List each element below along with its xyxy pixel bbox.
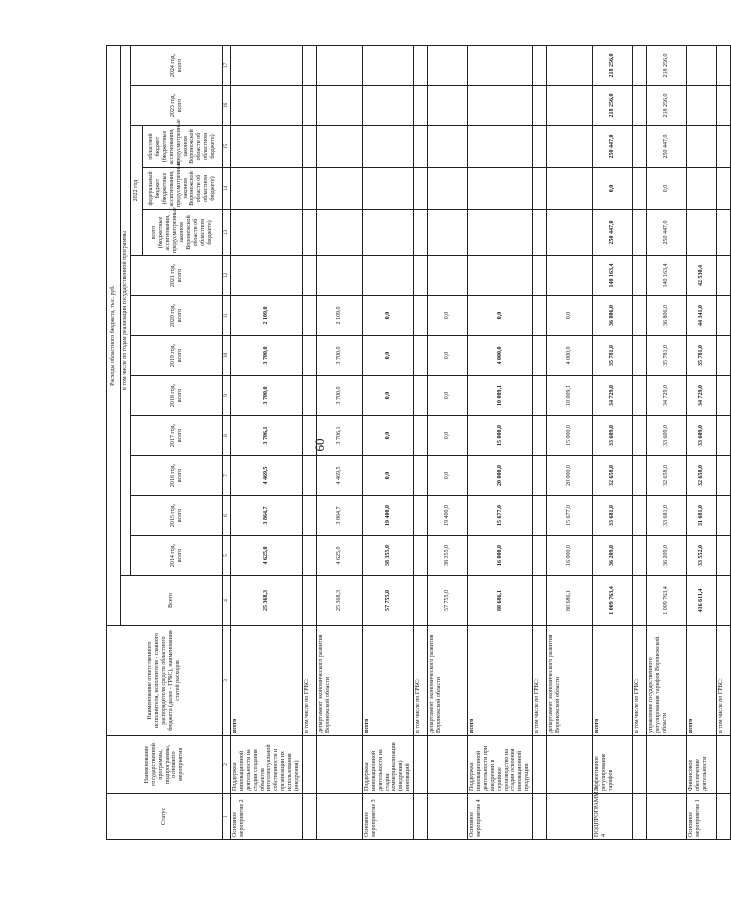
row-status-cell	[647, 794, 687, 840]
row-program-name-cell: Поддержка инновационной деятельности при внедрении в серийное производство на стадии освоения инновационной продукции	[468, 736, 533, 794]
table-row	[414, 45, 428, 839]
row-value-cell: 16 000,0	[547, 536, 593, 576]
row-value-cell	[687, 45, 717, 85]
row-value-cell: 0,0	[362, 376, 413, 416]
row-value-cell	[414, 168, 428, 210]
row-status-cell	[428, 794, 468, 840]
row-program-name-cell: Эффективное регулирование тарифов	[593, 736, 633, 794]
row-value-cell: 250 447,0	[593, 126, 633, 168]
row-value-cell	[533, 416, 547, 456]
row-value-cell	[414, 336, 428, 376]
row-value-cell	[717, 376, 731, 416]
row-value-cell: 250 447,0	[593, 210, 633, 256]
row-value-cell	[687, 86, 717, 126]
row-value-cell	[633, 45, 647, 85]
row-value-cell	[717, 336, 731, 376]
row-value-cell	[302, 296, 316, 336]
page-number: 60	[312, 438, 327, 452]
row-program-name-cell	[533, 736, 547, 794]
row-value-cell	[533, 45, 547, 85]
row-value-cell: 15 677,0	[468, 496, 533, 536]
row-executor-cell: всего	[362, 626, 413, 736]
row-value-cell	[302, 456, 316, 496]
row-status-cell	[547, 794, 593, 840]
row-value-cell: 33 609,0	[593, 416, 633, 456]
row-executor-cell: в том числе по ГРБС:	[533, 626, 547, 736]
column-number: 10	[223, 336, 231, 376]
row-value-cell: 35 781,0	[687, 336, 717, 376]
row-executor-cell: в том числе по ГРБС:	[633, 626, 647, 736]
row-value-cell	[302, 256, 316, 296]
row-value-cell: 3 706,1	[316, 416, 362, 456]
row-value-cell: 1 009 763,4	[647, 576, 687, 626]
row-value-cell: 0,0	[428, 336, 468, 376]
column-number: 14	[223, 168, 231, 210]
row-value-cell	[428, 45, 468, 85]
row-value-cell	[547, 168, 593, 210]
row-program-name-cell	[428, 736, 468, 794]
row-value-cell	[362, 210, 413, 256]
row-value-cell	[316, 126, 362, 168]
row-value-cell: 0,0	[547, 296, 593, 336]
row-value-cell: 218 256,0	[593, 86, 633, 126]
header-2015: 2015 год, всего	[131, 496, 223, 536]
row-value-cell: 2 109,0	[231, 296, 303, 336]
row-value-cell	[717, 456, 731, 496]
row-value-cell	[231, 86, 303, 126]
row-value-cell: 20 000,0	[468, 456, 533, 496]
row-value-cell	[533, 336, 547, 376]
row-value-cell: 250 447,0	[647, 210, 687, 256]
row-value-cell: 4 469,5	[316, 456, 362, 496]
rotated-table-wrapper	[106, 53, 725, 840]
row-value-cell: 16 000,0	[468, 536, 533, 576]
row-value-cell: 33 552,0	[687, 536, 717, 576]
row-value-cell	[302, 45, 316, 85]
row-value-cell: 10 009,1	[468, 376, 533, 416]
table-row	[647, 45, 687, 839]
header-total: Всего	[121, 576, 223, 626]
row-value-cell: 33 609,0	[687, 416, 717, 456]
row-value-cell	[547, 256, 593, 296]
row-status-cell	[717, 794, 731, 840]
row-value-cell	[231, 45, 303, 85]
row-value-cell: 2 109,0	[316, 296, 362, 336]
row-value-cell: 218 256,0	[593, 45, 633, 85]
row-value-cell	[687, 126, 717, 168]
table-row	[362, 45, 413, 839]
row-status-cell: Основное мероприятие 3	[362, 794, 413, 840]
column-number: 9	[223, 376, 231, 416]
column-number: 1	[223, 794, 231, 840]
row-value-cell: 44 341,0	[687, 296, 717, 336]
row-executor-cell: всего	[687, 626, 717, 736]
row-value-cell: 0,0	[428, 416, 468, 456]
row-value-cell: 34 729,0	[593, 376, 633, 416]
header-2014: 2014 год, всего	[131, 536, 223, 576]
row-program-name-cell	[717, 736, 731, 794]
row-value-cell	[302, 536, 316, 576]
row-value-cell: 19 400,0	[362, 496, 413, 536]
row-value-cell: 25 368,3	[231, 576, 303, 626]
row-value-cell	[547, 210, 593, 256]
table-row	[231, 45, 303, 839]
row-value-cell	[533, 576, 547, 626]
row-value-cell: 36 209,0	[593, 536, 633, 576]
row-value-cell: 0,0	[593, 168, 633, 210]
row-value-cell	[302, 376, 316, 416]
row-value-cell: 33 681,0	[647, 496, 687, 536]
row-value-cell	[362, 45, 413, 85]
row-value-cell	[428, 256, 468, 296]
row-value-cell	[414, 86, 428, 126]
row-value-cell: 0,0	[428, 456, 468, 496]
row-program-name-cell: Поддержка инновационной деятельности на стадии создания объектов интеллектуальной собственности и организации их использования (внедрения)	[231, 736, 303, 794]
row-value-cell: 42 530,4	[687, 256, 717, 296]
row-value-cell	[547, 126, 593, 168]
row-value-cell	[414, 296, 428, 336]
row-value-cell	[468, 168, 533, 210]
row-value-cell	[633, 456, 647, 496]
row-value-cell	[468, 210, 533, 256]
header-2022-federal: федеральный бюджет (бюджетные ассигнования, предусмотренные законом Воронежской области об областном бюджете)	[143, 168, 223, 210]
row-value-cell	[468, 45, 533, 85]
row-value-cell	[302, 126, 316, 168]
row-value-cell	[633, 296, 647, 336]
row-value-cell	[717, 416, 731, 456]
table-row	[593, 45, 633, 839]
row-value-cell	[362, 168, 413, 210]
row-program-name-cell	[302, 736, 316, 794]
row-executor-cell: управление государственного регулирования тарифов Воронежской области	[647, 626, 687, 736]
row-program-name-cell	[414, 736, 428, 794]
row-executor-cell: в том числе по ГРБС:	[414, 626, 428, 736]
row-value-cell: 140 163,4	[647, 256, 687, 296]
row-value-cell: 25 368,3	[316, 576, 362, 626]
row-value-cell: 4 000,0	[547, 336, 593, 376]
header-executor: Наименование ответственного исполнителя, исполнителя - главного распорядителя средств областного бюджета (далее - ГРБС), наименования статей расходов	[107, 626, 223, 736]
row-value-cell	[633, 168, 647, 210]
row-value-cell: 15 000,0	[547, 416, 593, 456]
row-value-cell	[231, 210, 303, 256]
row-value-cell	[533, 210, 547, 256]
row-value-cell	[428, 210, 468, 256]
row-value-cell: 38 355,0	[428, 536, 468, 576]
row-value-cell: 0,0	[362, 416, 413, 456]
column-number: 3	[223, 626, 231, 736]
row-value-cell	[316, 45, 362, 85]
row-value-cell: 4 000,0	[468, 336, 533, 376]
row-value-cell	[428, 86, 468, 126]
row-value-cell: 3 864,7	[231, 496, 303, 536]
row-value-cell	[533, 496, 547, 536]
column-number: 2	[223, 736, 231, 794]
row-value-cell	[414, 576, 428, 626]
column-number-row	[223, 45, 231, 839]
row-value-cell	[428, 126, 468, 168]
header-2020: 2020 год, всего	[131, 296, 223, 336]
row-value-cell	[302, 416, 316, 456]
row-value-cell: 0,0	[468, 296, 533, 336]
row-value-cell	[362, 126, 413, 168]
header-2022-total: всего (бюджетные ассигнования, предусмотренные законом Воронежской области об областном бюджете)	[143, 210, 223, 256]
row-value-cell: 34 729,0	[647, 376, 687, 416]
column-number: 8	[223, 416, 231, 456]
row-value-cell	[717, 496, 731, 536]
row-value-cell	[316, 168, 362, 210]
budget-table	[106, 45, 731, 840]
row-program-name-cell	[633, 736, 647, 794]
row-value-cell	[316, 210, 362, 256]
row-value-cell	[687, 168, 717, 210]
row-value-cell: 10 009,1	[547, 376, 593, 416]
table-row	[316, 45, 362, 839]
row-value-cell	[717, 86, 731, 126]
row-value-cell	[533, 256, 547, 296]
row-value-cell: 80 686,1	[547, 576, 593, 626]
row-value-cell	[633, 126, 647, 168]
row-value-cell: 140 163,4	[593, 256, 633, 296]
header-program-name: Наименование государственной программы, подпрограммы, основного мероприятия	[107, 736, 223, 794]
row-value-cell	[717, 576, 731, 626]
row-program-name-cell: Поддержка инновационной деятельности на стадии коммерциализации (внедрения) инноваций	[362, 736, 413, 794]
row-value-cell	[302, 210, 316, 256]
column-number: 13	[223, 210, 231, 256]
row-value-cell: 0,0	[428, 296, 468, 336]
row-value-cell	[533, 296, 547, 336]
row-value-cell	[717, 126, 731, 168]
row-value-cell: 3 706,1	[231, 416, 303, 456]
row-value-cell: 250 447,0	[647, 126, 687, 168]
header-status: Статус	[107, 794, 223, 840]
row-executor-cell: в том числе по ГРБС:	[717, 626, 731, 736]
column-number: 17	[223, 45, 231, 85]
row-value-cell: 416 611,4	[687, 576, 717, 626]
row-value-cell	[302, 336, 316, 376]
table-body	[231, 45, 731, 839]
row-value-cell	[533, 456, 547, 496]
header-2022-regional: областной бюджет (бюджетные ассигнования, предусмотренные законом Воронежской области об областном бюджете)	[143, 126, 223, 168]
column-number: 12	[223, 256, 231, 296]
row-value-cell	[717, 210, 731, 256]
row-status-cell	[633, 794, 647, 840]
row-value-cell: 0,0	[362, 296, 413, 336]
row-value-cell: 3 700,0	[316, 336, 362, 376]
row-value-cell: 31 681,0	[687, 496, 717, 536]
row-value-cell: 36 806,0	[647, 296, 687, 336]
header-2024: 2024 год, всего	[131, 45, 223, 85]
row-value-cell: 3 700,0	[231, 376, 303, 416]
column-number: 6	[223, 496, 231, 536]
table-row	[468, 45, 533, 839]
row-value-cell: 0,0	[647, 168, 687, 210]
row-value-cell	[316, 86, 362, 126]
row-status-cell	[302, 794, 316, 840]
row-value-cell: 4 625,0	[316, 536, 362, 576]
row-status-cell	[533, 794, 547, 840]
row-value-cell: 19 400,0	[428, 496, 468, 536]
row-executor-cell: всего	[231, 626, 303, 736]
row-value-cell: 1 009 763,4	[593, 576, 633, 626]
row-value-cell	[302, 496, 316, 536]
row-value-cell	[533, 168, 547, 210]
row-value-cell	[533, 536, 547, 576]
row-value-cell: 35 781,0	[647, 336, 687, 376]
row-value-cell	[633, 256, 647, 296]
row-value-cell: 15 677,0	[547, 496, 593, 536]
row-value-cell: 33 681,0	[593, 496, 633, 536]
row-program-name-cell	[647, 736, 687, 794]
row-status-cell: Основное мероприятие 1	[687, 794, 717, 840]
table-row	[687, 45, 717, 839]
column-number: 15	[223, 126, 231, 168]
table-row	[717, 45, 731, 839]
row-value-cell	[717, 168, 731, 210]
row-value-cell	[533, 126, 547, 168]
row-executor-cell: всего	[468, 626, 533, 736]
row-value-cell	[633, 576, 647, 626]
column-number: 16	[223, 86, 231, 126]
table-row	[302, 45, 316, 839]
row-value-cell	[414, 496, 428, 536]
table-row	[533, 45, 547, 839]
row-executor-cell: в том числе по ГРБС:	[302, 626, 316, 736]
row-value-cell	[717, 296, 731, 336]
row-value-cell	[717, 536, 731, 576]
row-value-cell: 57 755,0	[428, 576, 468, 626]
row-value-cell	[428, 168, 468, 210]
row-value-cell: 36 806,0	[593, 296, 633, 336]
row-value-cell	[414, 45, 428, 85]
header-2023: 2023 год, всего	[131, 86, 223, 126]
row-status-cell: Основное мероприятие 4	[468, 794, 533, 840]
row-value-cell	[414, 536, 428, 576]
row-value-cell	[717, 256, 731, 296]
row-value-cell: 57 755,0	[362, 576, 413, 626]
row-value-cell: 218 256,0	[647, 86, 687, 126]
row-value-cell: 32 658,0	[593, 456, 633, 496]
row-value-cell	[414, 416, 428, 456]
row-value-cell: 15 000,0	[468, 416, 533, 456]
row-value-cell	[302, 576, 316, 626]
row-executor-cell: департамент экономического развития Воронежской области	[428, 626, 468, 736]
row-value-cell: 34 729,0	[687, 376, 717, 416]
row-executor-cell: департамент экономического развития Воронежской области	[547, 626, 593, 736]
header-2018: 2018 год, всего	[131, 376, 223, 416]
row-value-cell: 0,0	[428, 376, 468, 416]
row-status-cell	[316, 794, 362, 840]
column-number: 11	[223, 296, 231, 336]
row-value-cell: 3 700,0	[316, 376, 362, 416]
row-value-cell	[633, 336, 647, 376]
row-value-cell	[633, 536, 647, 576]
row-value-cell	[414, 376, 428, 416]
row-value-cell: 4 625,0	[231, 536, 303, 576]
row-program-name-cell	[316, 736, 362, 794]
table-row	[547, 45, 593, 839]
row-value-cell	[231, 168, 303, 210]
row-value-cell	[362, 86, 413, 126]
table-row	[633, 45, 647, 839]
row-value-cell: 35 781,0	[593, 336, 633, 376]
header-2016: 2016 год, всего	[131, 456, 223, 496]
row-value-cell	[633, 496, 647, 536]
row-value-cell	[533, 86, 547, 126]
row-status-cell: Основное мероприятие 2	[231, 794, 303, 840]
row-executor-cell: департамент экономического развития Воронежской области	[316, 626, 362, 736]
row-value-cell: 80 686,1	[468, 576, 533, 626]
row-value-cell	[362, 256, 413, 296]
row-program-name-cell: Финансовое обеспечение деятельности	[687, 736, 717, 794]
row-value-cell: 20 000,0	[547, 456, 593, 496]
row-value-cell	[414, 126, 428, 168]
row-value-cell	[633, 376, 647, 416]
column-number: 4	[223, 576, 231, 626]
row-value-cell: 218 256,0	[647, 45, 687, 85]
row-value-cell: 36 209,0	[647, 536, 687, 576]
row-value-cell	[633, 210, 647, 256]
row-value-cell	[302, 86, 316, 126]
row-status-cell	[414, 794, 428, 840]
row-value-cell	[633, 86, 647, 126]
row-value-cell	[717, 45, 731, 85]
header-2017: 2017 год, всего	[131, 416, 223, 456]
header-by-year-group: в том числе по годам реализации государственной программы	[121, 45, 131, 575]
row-executor-cell: всего	[593, 626, 633, 736]
row-value-cell: 3 700,0	[231, 336, 303, 376]
row-value-cell	[547, 86, 593, 126]
header-expenses-group: Расходы областного бюджета, тыс. руб.	[107, 45, 121, 625]
row-value-cell	[468, 86, 533, 126]
row-value-cell	[414, 456, 428, 496]
header-2021: 2021 год, всего	[131, 256, 223, 296]
row-program-name-cell	[547, 736, 593, 794]
column-number: 7	[223, 456, 231, 496]
row-status-cell: ПОДПРОГРАММА 4	[593, 794, 633, 840]
row-value-cell: 32 658,0	[647, 456, 687, 496]
row-value-cell	[316, 256, 362, 296]
row-value-cell	[468, 256, 533, 296]
row-value-cell: 0,0	[362, 456, 413, 496]
row-value-cell	[533, 376, 547, 416]
row-value-cell	[231, 256, 303, 296]
row-value-cell	[633, 416, 647, 456]
row-value-cell: 32 658,0	[687, 456, 717, 496]
table-row	[428, 45, 468, 839]
row-value-cell: 0,0	[362, 336, 413, 376]
column-number: 5	[223, 536, 231, 576]
row-value-cell	[414, 256, 428, 296]
row-value-cell	[468, 126, 533, 168]
header-2019: 2019 год, всего	[131, 336, 223, 376]
header-2022: 2022 год	[131, 126, 143, 256]
row-value-cell: 33 609,0	[647, 416, 687, 456]
row-value-cell	[231, 126, 303, 168]
row-value-cell	[302, 168, 316, 210]
row-value-cell: 38 355,0	[362, 536, 413, 576]
row-value-cell: 3 864,7	[316, 496, 362, 536]
row-value-cell	[687, 210, 717, 256]
row-value-cell	[414, 210, 428, 256]
row-value-cell	[547, 45, 593, 85]
row-value-cell: 4 469,5	[231, 456, 303, 496]
